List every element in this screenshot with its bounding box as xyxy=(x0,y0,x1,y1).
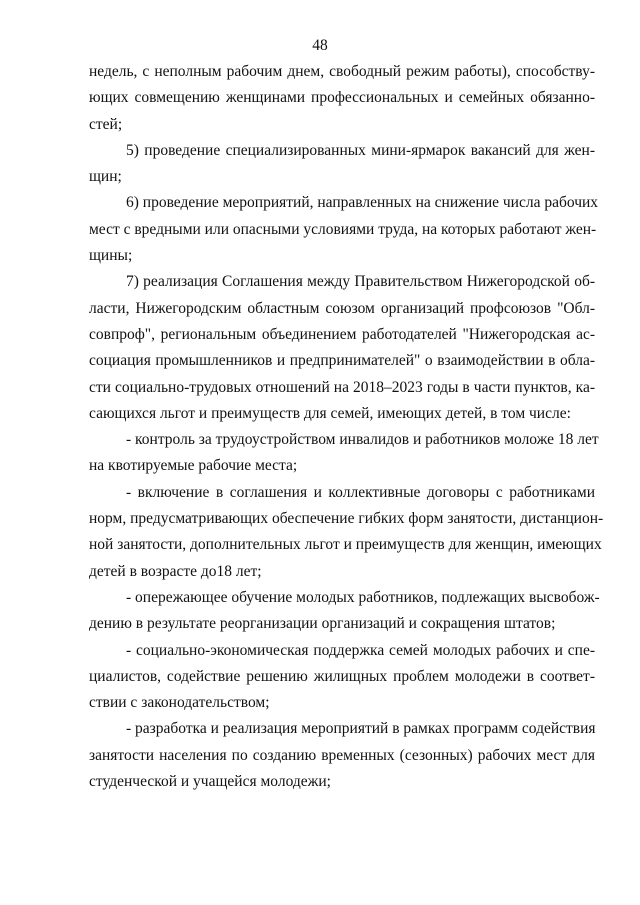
text-line: дению в результате реорганизации организаций и сокращения штатов; xyxy=(89,615,556,633)
text-line: недель, с неполным рабочим днем, свободный режим работы), способству- xyxy=(89,63,595,80)
text-line: - социально-экономическая поддержка семей молодых рабочих и спе- xyxy=(126,641,595,659)
text-line: ласти, Нижегородским областным союзом организаций профсоюзов "Обл- xyxy=(89,299,595,317)
text-line: 7) реализация Соглашения между Правительством Нижегородской об- xyxy=(126,273,595,291)
document-body-text xyxy=(89,59,604,795)
text-line: сти социально-трудовых отношений на 2018–2023 годы в части пунктов, ка- xyxy=(89,378,595,396)
text-line: циалистов, содействие решению жилищных проблем молодежи в соответ- xyxy=(89,667,595,685)
text-line: - разработка и реализация мероприятий в рамках программ содействия xyxy=(126,720,596,738)
text-line: щин; xyxy=(89,168,122,186)
text-line: мест с вредными или опасными условиями труда, на которых работают жен- xyxy=(89,220,597,238)
text-line: ствии с законодательством; xyxy=(89,694,270,712)
text-line: детей в возрасте до18 лет; xyxy=(89,562,262,580)
text-line: норм, предусматривающих обеспечение гибких форм занятости, дистанцион- xyxy=(89,510,604,528)
text-line: студенческой и учащейся молодежи; xyxy=(89,773,331,791)
text-line: ющих совмещению женщинами профессиональных и семейных обязанно- xyxy=(89,89,595,107)
text-line: 5) проведение специализированных мини-ярмарок вакансий для жен- xyxy=(126,141,595,159)
text-line: 6) проведение мероприятий, направленных на снижение числа рабочих xyxy=(126,194,599,212)
text-line: на квотируемые рабочие места; xyxy=(89,457,298,475)
text-line: - опережающее обучение молодых работников, подлежащих высвобож- xyxy=(126,588,600,606)
text-line: сающихся льгот и преимуществ для семей, имеющих детей, в том числе: xyxy=(89,404,571,422)
text-line: совпроф", региональным объединением работодателей "Нижегородская ас- xyxy=(89,325,595,343)
page-number: 48 xyxy=(312,37,328,54)
text-line: - контроль за трудоустройством инвалидов и работников моложе 18 лет xyxy=(126,431,599,449)
text-line: стей; xyxy=(89,115,123,133)
text-line: занятости населения по созданию временных (сезонных) рабочих мест для xyxy=(89,746,595,764)
text-line: социация промышленников и предпринимателей" о взаимодействии в обла- xyxy=(89,352,595,370)
text-line: - включение в соглашения и коллективные договоры с работниками xyxy=(126,483,595,501)
text-line: ной занятости, дополнительных льгот и преимуществ для женщин, имеющих xyxy=(89,536,602,554)
text-line: щины; xyxy=(89,247,133,265)
